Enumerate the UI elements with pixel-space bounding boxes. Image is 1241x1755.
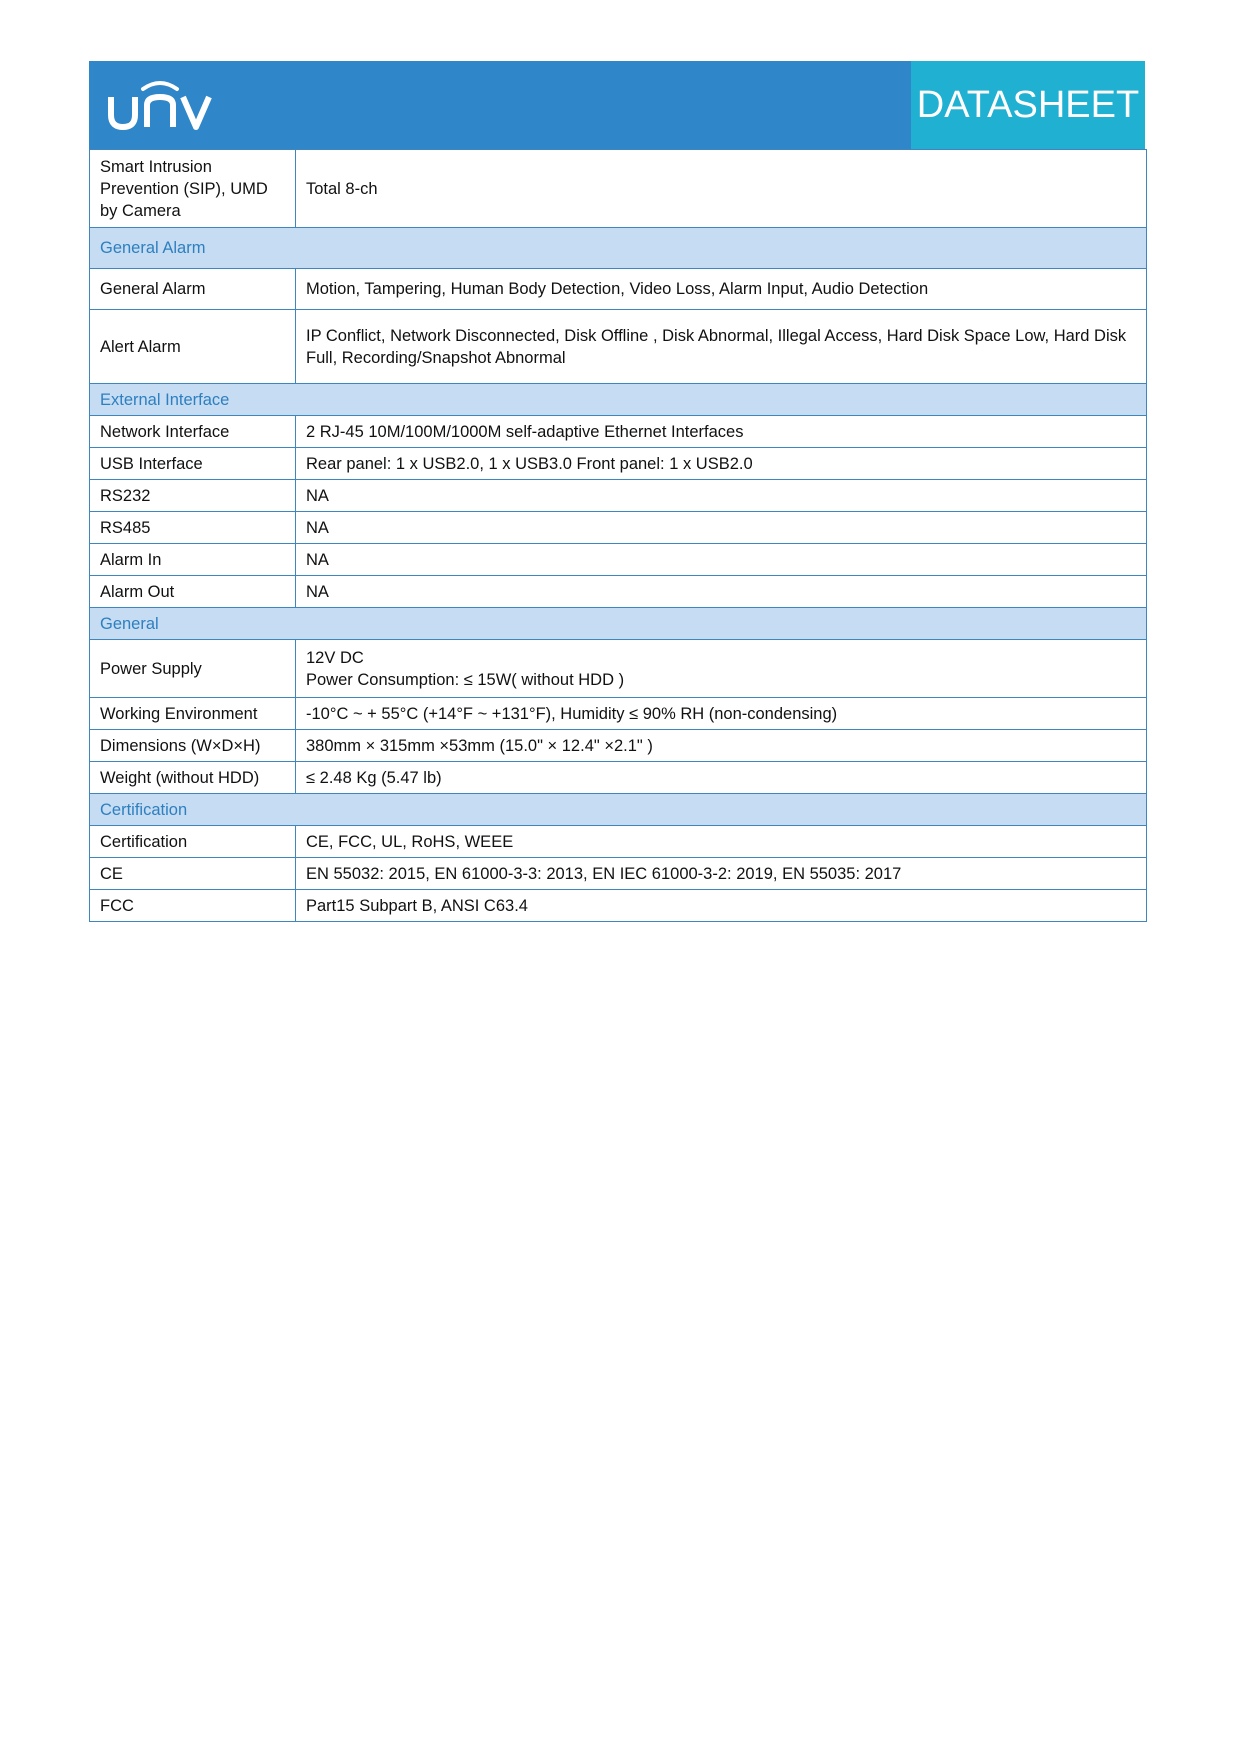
power-consumption: Power Consumption: ≤ 15W( without HDD )	[306, 670, 625, 689]
spec-table	[89, 149, 1147, 922]
table-row	[90, 512, 1147, 544]
table-row	[90, 640, 1147, 698]
section-title: Certification	[90, 794, 1147, 826]
unv-logo	[105, 75, 215, 135]
table-row	[90, 448, 1147, 480]
table-row	[90, 544, 1147, 576]
section-general	[90, 608, 1147, 640]
general-alarm-label: General Alarm	[90, 269, 296, 310]
alarm-out-value: NA	[296, 576, 1147, 608]
weight-label: Weight (without HDD)	[90, 762, 296, 794]
dimensions-label: Dimensions (W×D×H)	[90, 730, 296, 762]
rs485-label: RS485	[90, 512, 296, 544]
table-row	[90, 826, 1147, 858]
section-title: General Alarm	[90, 228, 1147, 269]
general-alarm-value: Motion, Tampering, Human Body Detection, Video Loss, Alarm Input, Audio Detection	[296, 269, 1147, 310]
section-certification	[90, 794, 1147, 826]
alarm-in-label: Alarm In	[90, 544, 296, 576]
working-environment-value: -10°C ~ + 55°C (+14°F ~ +131°F), Humidity ≤ 90% RH (non-condensing)	[296, 698, 1147, 730]
table-row	[90, 150, 1147, 228]
network-interface-value: 2 RJ-45 10M/100M/1000M self-adaptive Ethernet Interfaces	[296, 416, 1147, 448]
certification-value: CE, FCC, UL, RoHS, WEEE	[296, 826, 1147, 858]
table-row	[90, 576, 1147, 608]
ce-label: CE	[90, 858, 296, 890]
table-row	[90, 698, 1147, 730]
sip-value: Total 8-ch	[296, 150, 1147, 228]
sip-label: Smart Intrusion Prevention (SIP), UMD by Camera	[90, 150, 296, 228]
power-voltage: 12V DC	[306, 648, 364, 667]
rs232-value: NA	[296, 480, 1147, 512]
rs485-value: NA	[296, 512, 1147, 544]
ce-value: EN 55032: 2015, EN 61000-3-3: 2013, EN IEC 61000-3-2: 2019, EN 55035: 2017	[296, 858, 1147, 890]
working-environment-label: Working Environment	[90, 698, 296, 730]
rs232-label: RS232	[90, 480, 296, 512]
power-supply-value	[296, 640, 1147, 698]
alert-alarm-value: IP Conflict, Network Disconnected, Disk Offline , Disk Abnormal, Illegal Access, Hard Disk Space Low, Hard Disk Full, Recording/Snapshot Abnormal	[296, 310, 1147, 384]
section-title: General	[90, 608, 1147, 640]
section-general-alarm	[90, 228, 1147, 269]
alert-alarm-label: Alert Alarm	[90, 310, 296, 384]
weight-value: ≤ 2.48 Kg (5.47 lb)	[296, 762, 1147, 794]
alarm-out-label: Alarm Out	[90, 576, 296, 608]
table-row	[90, 858, 1147, 890]
usb-interface-label: USB Interface	[90, 448, 296, 480]
fcc-label: FCC	[90, 890, 296, 922]
datasheet-badge: DATASHEET	[911, 61, 1145, 149]
network-interface-label: Network Interface	[90, 416, 296, 448]
datasheet-header	[89, 61, 1145, 149]
table-row	[90, 416, 1147, 448]
fcc-value: Part15 Subpart B, ANSI C63.4	[296, 890, 1147, 922]
table-row	[90, 890, 1147, 922]
table-row	[90, 269, 1147, 310]
certification-label: Certification	[90, 826, 296, 858]
usb-interface-value: Rear panel: 1 x USB2.0, 1 x USB3.0 Front panel: 1 x USB2.0	[296, 448, 1147, 480]
section-title: External Interface	[90, 384, 1147, 416]
alarm-in-value: NA	[296, 544, 1147, 576]
table-row	[90, 310, 1147, 384]
power-supply-label: Power Supply	[90, 640, 296, 698]
section-external-interface	[90, 384, 1147, 416]
dimensions-value: 380mm × 315mm ×53mm (15.0" × 12.4" ×2.1" )	[296, 730, 1147, 762]
table-row	[90, 762, 1147, 794]
table-row	[90, 480, 1147, 512]
table-row	[90, 730, 1147, 762]
